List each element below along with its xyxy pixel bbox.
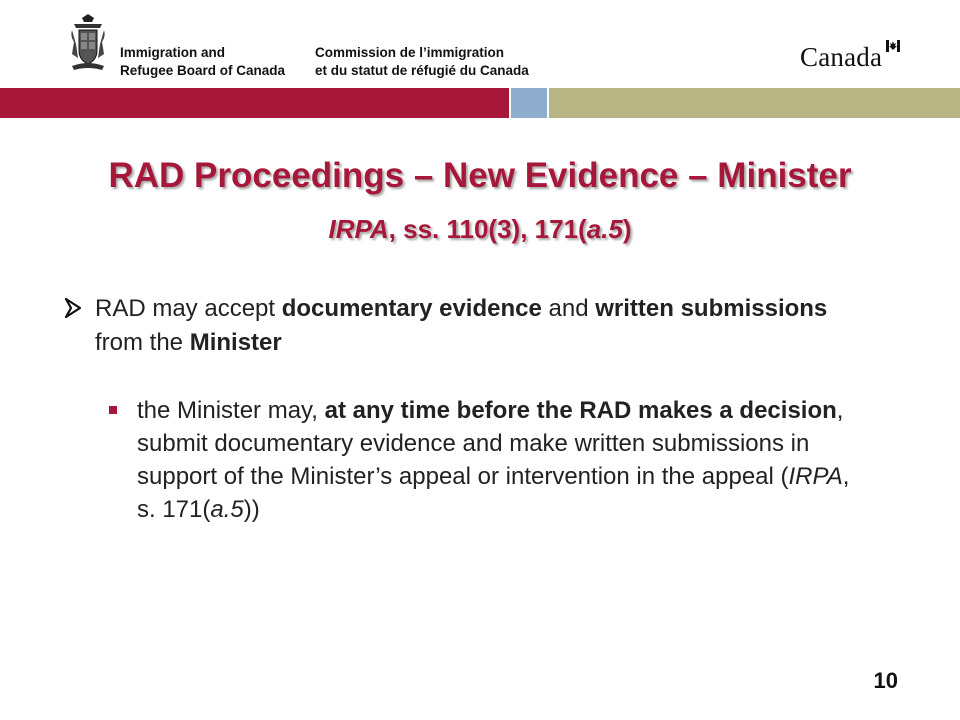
bullet-point-2: [105, 394, 865, 526]
band-red-segment: [0, 88, 509, 118]
bullet-point-1: [64, 292, 864, 360]
slide-title: RAD Proceedings – New Evidence – Minister: [108, 156, 852, 195]
organization-name-french: Commission de l’immigration et du statut de réfugié du Canada: [315, 45, 529, 78]
slide-subtitle: IRPA, ss. 110(3), 171(a.5): [328, 214, 632, 244]
canada-wordmark: Canada: [800, 42, 883, 72]
coat-of-arms-icon: [68, 14, 108, 74]
header: [0, 0, 960, 88]
bullet-2-text: the Minister may, at any time before the RAD makes a decision, submit documentary evidence and make written submissions in support of the Minister’s appeal or intervention in the appeal (IRPA, s. 171(a.5)): [137, 397, 850, 523]
square-bullet-icon: [109, 406, 117, 414]
band-olive-segment: [549, 88, 960, 118]
arrow-bullet-icon: [64, 296, 82, 320]
organization-name-english: Immigration and Refugee Board of Canada: [120, 45, 286, 78]
maple-leaf-flag-icon: [886, 40, 900, 52]
page-number: 10: [873, 668, 898, 693]
band-blue-segment: [511, 88, 547, 118]
bullet-1-text: RAD may accept documentary evidence and written submissions from the Minister: [95, 295, 828, 356]
header-color-band: [0, 88, 960, 118]
